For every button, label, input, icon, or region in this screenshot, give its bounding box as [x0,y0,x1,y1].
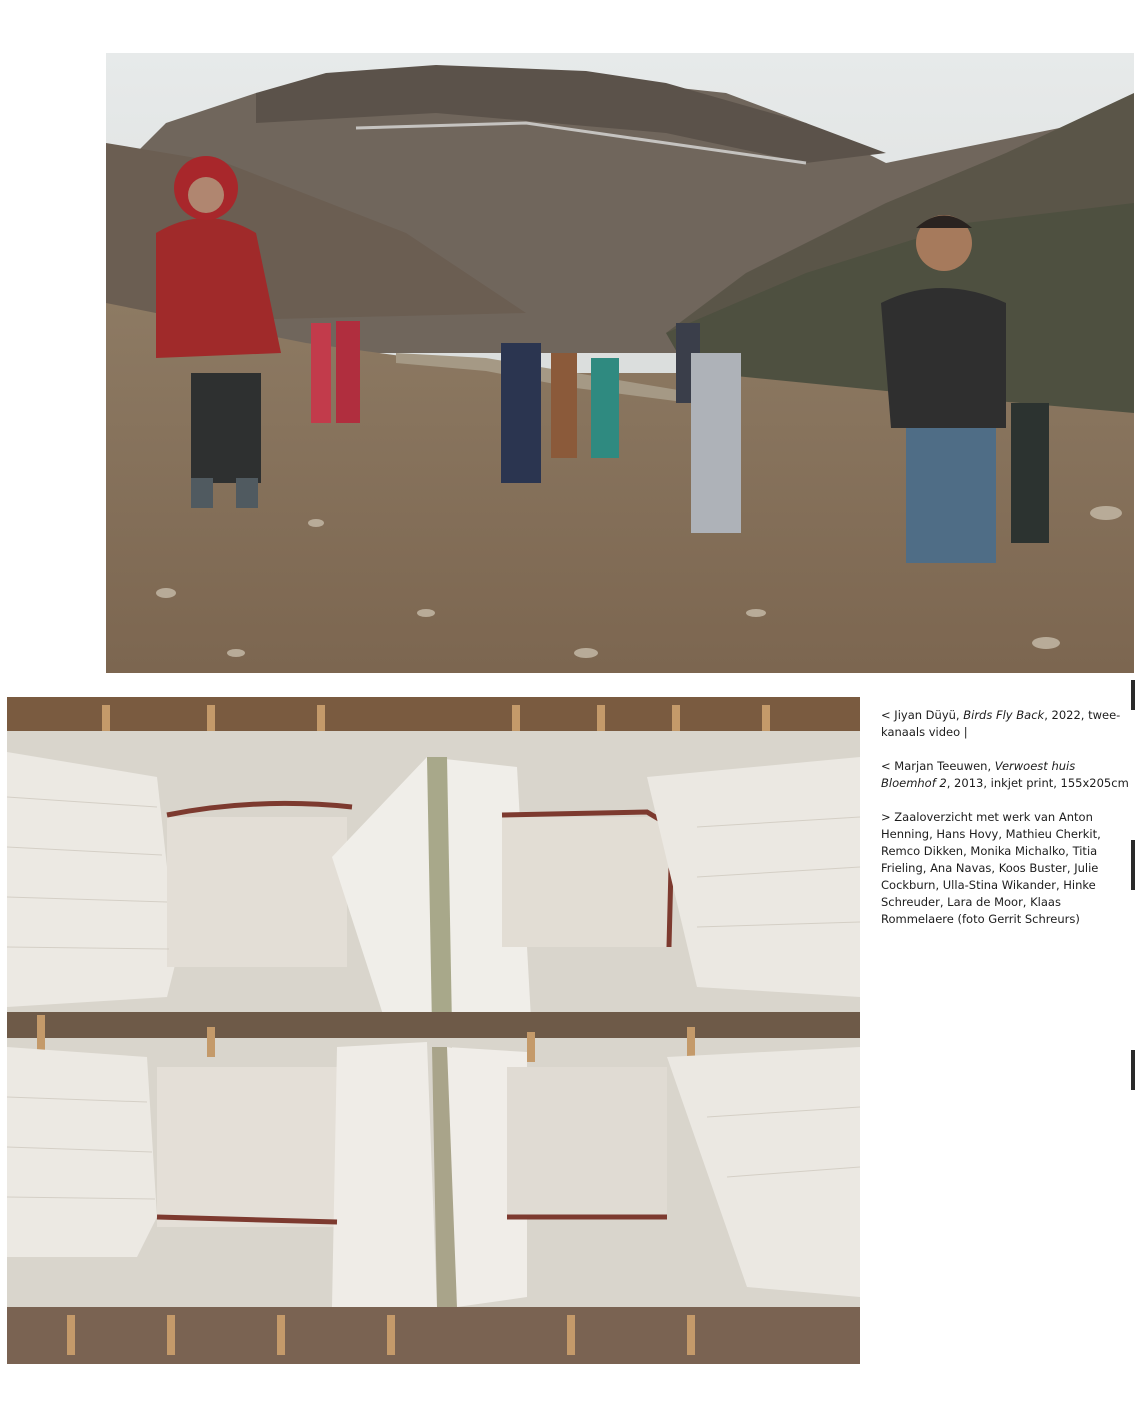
photo-children-mountains [106,53,1134,673]
caption-separator: , [955,708,964,722]
landscape-illustration [106,53,1134,673]
caption-column [881,707,1131,945]
caption-artist: Jiyan Düyü [894,708,956,722]
caption-marjan-teeuwen [881,758,1131,792]
caption-separator: , [987,759,995,773]
page-edge-mark [1131,680,1135,710]
photo-destroyed-house [7,697,860,1364]
caption-artist: Marjan Teeuwen [894,759,988,773]
page-edge-mark [1131,1050,1135,1090]
caption-title: Verwoest huis Bloemhof 2 [881,759,1076,790]
caption-room-overview [881,809,1131,928]
caption-jiyan-duyu [881,707,1131,741]
caption-details: , 2013, inkjet print, 155x205cm [946,776,1129,790]
caption-text: Zaaloverzicht met werk van Anton Henning, Hans Hovy, Mathieu Cherkit, Remco Dikken, Monika Michalko, Titia Frieling, Ana Navas, Koos Buster, Julie Cockburn, Ulla-Stina Wikander, Hinke Schreuder, Lara de Moor, Klaas Rommelaere (foto Gerrit Schreurs) [881,810,1101,926]
page-edge-mark [1131,840,1135,890]
caption-prefix: < [881,759,895,773]
caption-title: Birds Fly Back [963,708,1045,722]
caption-prefix: < [881,708,895,722]
caption-prefix: > [881,810,895,824]
caption-details: , 2022, twee-kanaals video | [881,708,1121,739]
interior-illustration [7,697,860,1364]
